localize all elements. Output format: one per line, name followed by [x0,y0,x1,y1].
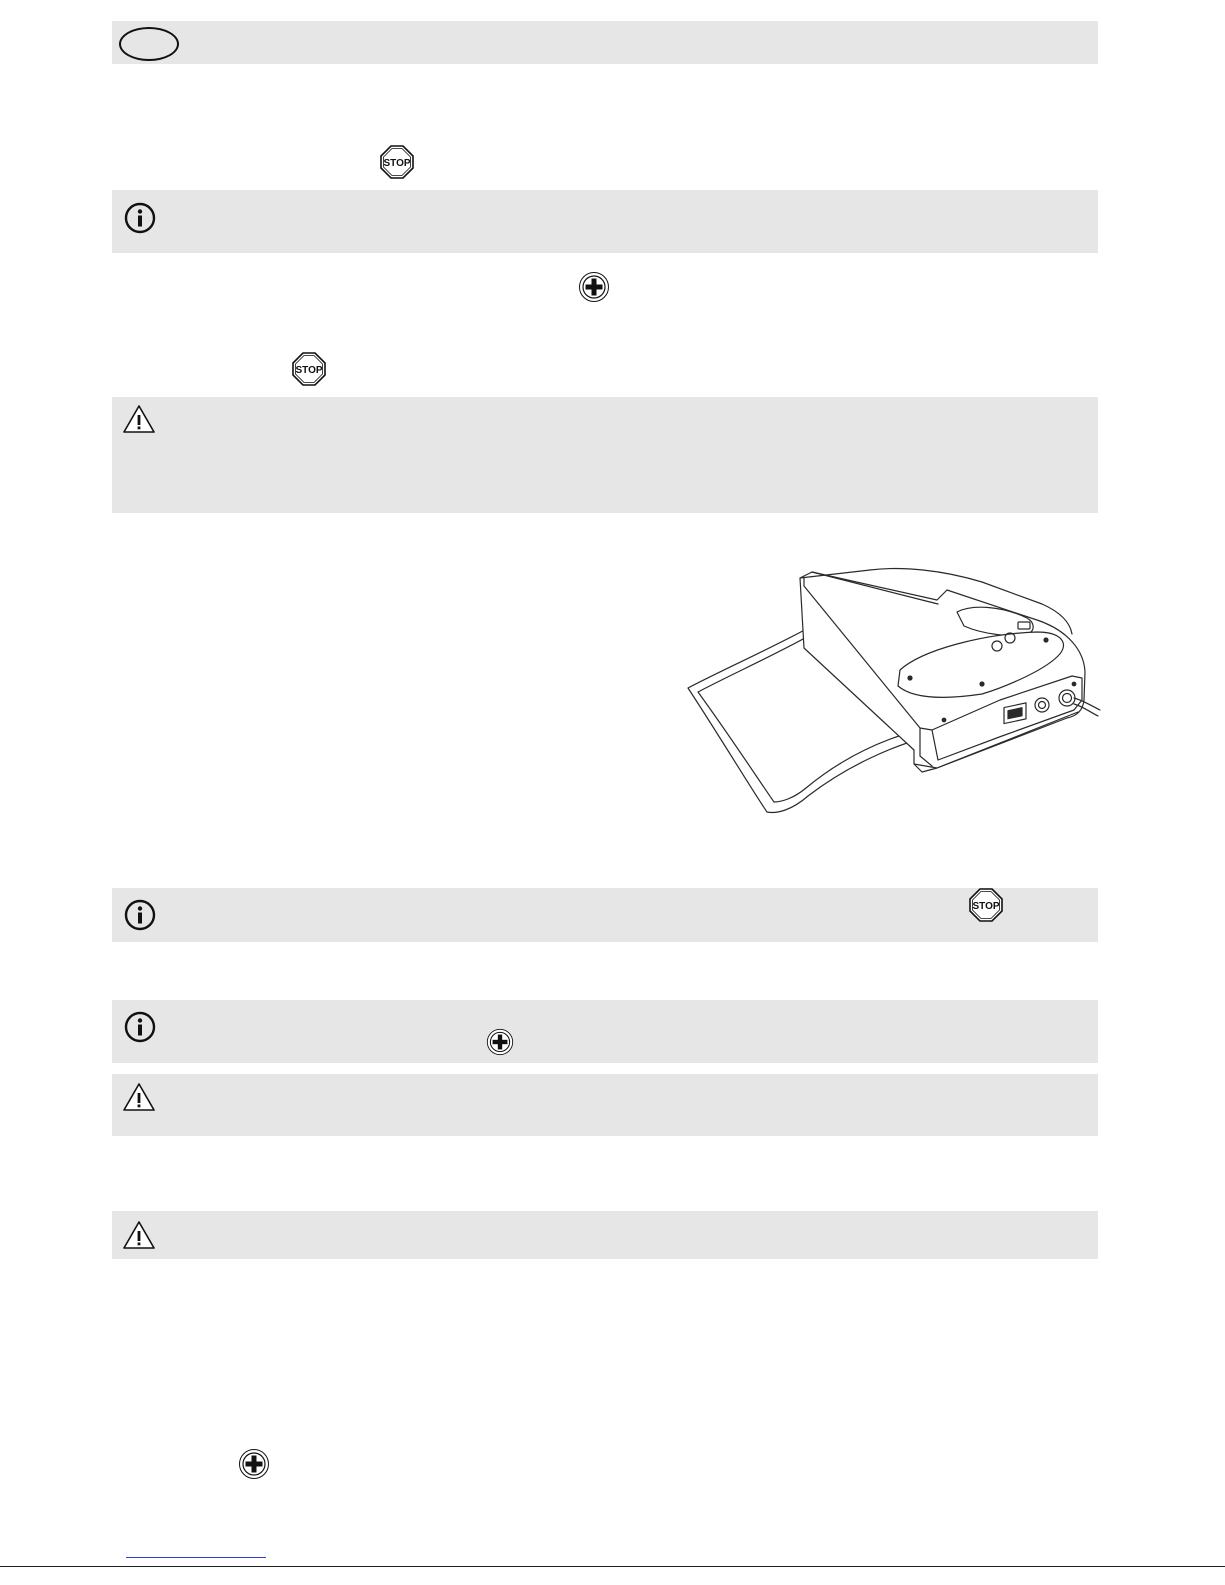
warning-note-band [112,1211,1098,1259]
stop-icon-label: STOP [295,365,323,376]
warning-icon [122,1220,156,1250]
warning-icon [122,404,156,434]
plus-icon [238,1448,270,1480]
info-note-band [112,190,1098,253]
stop-icon [969,888,1003,922]
info-note-band [112,1000,1098,1063]
info-icon [124,899,156,931]
warning-note-band [112,1074,1098,1136]
warning-icon [122,1082,156,1112]
plus-icon [486,1028,514,1056]
header-band [112,21,1098,64]
language-badge [119,27,179,61]
info-icon [124,202,156,234]
stop-icon-label: STOP [383,158,411,169]
stop-icon-label: STOP [972,901,1000,912]
footer-link-underline[interactable] [126,1557,266,1558]
stop-icon [380,145,414,179]
stop-icon [292,352,326,386]
footer-rule [0,1566,1225,1567]
plus-icon [578,271,610,303]
info-icon [124,1011,156,1043]
warning-note-band [112,397,1098,513]
laminator-illustration [682,560,1102,820]
info-note-band [112,888,1098,942]
